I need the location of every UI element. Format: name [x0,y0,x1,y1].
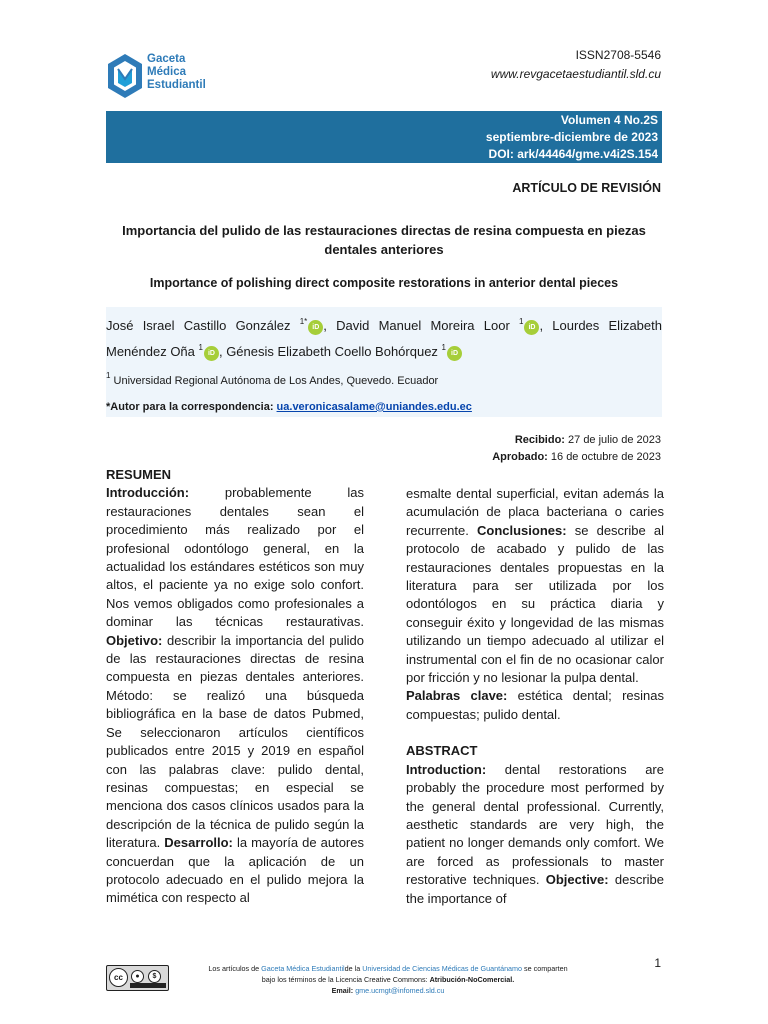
orcid-icon[interactable]: iD [524,320,539,335]
doi[interactable]: DOI: ark/44464/gme.v4i2S.154 [488,147,658,161]
keywords-label: Palabras clave: [406,688,508,704]
footer-text: Los artículos de [208,964,262,973]
journal-header-info [491,46,661,84]
abstract-column-right [406,485,664,908]
footer-license [188,963,588,996]
affiliation-text: Universidad Regional Autónoma de Los Andes, Quevedo. Ecuador [110,375,439,387]
resumen-intro-text: probablemente las restauraciones dentales sean el procedimiento más realizado por el profesional odontólogo general, en la actualidad los estándares estéticos son muy altos, el paciente ya no exige solo confort. Nos vemos obligados como profesionales a dominar las técnicas restaurativas. [106,485,364,630]
resumen-conclusions-label: Conclusiones: [477,522,567,538]
abstract-column-left [106,466,364,908]
abstract-paragraph [406,761,664,908]
author-affiliation-mark: 1 [441,343,446,352]
cc-by-icon: ● [131,970,144,983]
footer-text: de la [344,964,363,973]
footer-license-name: Atribución-NoComercial. [429,975,515,984]
logo-line-2: Médica [147,66,186,78]
orcid-icon[interactable]: iD [204,346,219,361]
issn: ISSN2708-5546 [575,48,661,62]
keywords [406,687,664,724]
resumen-objective-label: Objetivo: [106,632,163,648]
page-number: 1 [654,956,661,970]
resumen-paragraph [106,484,364,907]
footer-university-link[interactable]: Universidad de Ciencias Médicas de Guantánamo [362,964,523,973]
volume-period: septiembre-diciembre de 2023 [485,130,658,144]
correspondence-label: *Autor para la correspondencia: [106,401,277,413]
author-list [106,311,662,363]
logo-line-1: Gaceta [147,53,186,65]
affiliation [106,371,438,387]
resumen-continuation [406,485,664,687]
footer-journal-link[interactable]: Gaceta Médica Estudiantil [261,964,345,973]
approved-date [492,449,661,466]
article-dates [492,432,661,466]
journal-logo [106,52,246,104]
footer-email-link[interactable]: gme.ucmgt@infomed.sld.cu [355,986,445,995]
correspondence-email-link[interactable]: ua.veronicasalame@uniandes.edu.ec [276,401,472,413]
resumen-conclusions-text: se describe al protocolo de acabado y pulido de las restauraciones dentales propuestas en la literatura para ser utilizada por los odontólogos en su práctica diaria y conseguir éxito y longevidad de las mismas utilizando un tiempo adecuado al utilizar el instrumental con el fin de no ocasionar calor por fricción y no lesionar la pulpa dental. [406,522,664,686]
keywords-text: estética dental; resinas compuestas; pulido dental. [406,688,664,722]
author-name: José Israel Castillo González [106,318,300,333]
author-affiliation-mark: 1* [299,317,308,326]
correspondence [106,401,472,413]
volume-number: Volumen 4 No.2S [560,113,658,127]
approved-label: Aprobado: [492,451,548,463]
abstract-intro-label: Introduction: [406,761,487,777]
abstract-heading: ABSTRACT [406,743,478,759]
article-type: ARTÍCULO DE REVISIÓN [512,181,661,195]
footer-text: bajo los términos de la Licencia Creative Commons: [261,975,430,984]
orcid-icon[interactable]: iD [308,320,323,335]
resumen-heading: RESUMEN [106,467,172,482]
received-label: Recibido: [514,434,565,446]
journal-logo-text [147,53,206,92]
title-english: Importance of polishing direct composite restorations in anterior dental pieces [149,276,619,290]
affiliation-mark: 1 [106,371,111,380]
abstract-intro-text: dental restorations are probably the procedure most performed by the general dental professional. Currently, aesthetic standards are very high, the patient no longer demands only comfort. We are forced as professionals to master restorative techniques. [406,761,664,888]
abstract-objective-text: describe the importance of [406,872,665,906]
creative-commons-icon[interactable] [106,965,169,991]
cc-nc-icon: $ [148,970,161,983]
author-name: , Génesis Elizabeth Coello Bohórquez [218,344,442,359]
author-name: , David Manuel Moreira Loor [323,318,519,333]
title-spanish: Importancia del pulido de las restauraciones directas de resina compuesta en piezas dentales anteriores [122,223,646,257]
resumen-development-label: Desarrollo: [164,835,233,851]
cc-label-bar [130,983,166,988]
resumen-objective-text: describir la importancia del pulido de las restauraciones directas de resina compuesta en piezas dentales anteriores. Método: se realizó una búsqueda bibliográfica en la base de datos Pubmed, Se seleccionaron artículos científicos publicados entre 2015 y 2019 en español con las palabras clave: pulido dental, resinas compuestas; en especial se menciona dos casos clínicos usados para la descripción de la técnica de pulido según la literatura. [106,632,364,851]
orcid-icon[interactable]: iD [447,346,462,361]
journal-logo-icon [106,52,144,100]
footer-text: se comparten [522,964,568,973]
footer-email-label: Email: [331,986,356,995]
author-name: , Lourdes Elizabeth Menéndez Oña [106,318,662,359]
received-date [492,432,661,449]
cc-mark: cc [109,968,128,987]
author-affiliation-mark: 1 [198,343,203,352]
volume-bar [106,111,662,163]
journal-url[interactable]: www.revgacetaestudiantil.sld.cu [490,67,661,81]
resumen-intro-label: Introducción: [106,485,190,501]
author-affiliation-mark: 1 [519,317,524,326]
logo-line-3: Estudiantil [147,79,206,91]
approved-value: 16 de octubre de 2023 [547,451,661,463]
resumen-continued-text: esmalte dental superficial, evitan además la acumulación de placa bacteriana o caries recurrente. [406,486,664,538]
abstract-objective-label: Objective: [545,872,609,888]
received-value: 27 de julio de 2023 [564,434,661,446]
resumen-development-text: la mayoría de autores concuerdan que la aplicación de un protocolo adecuado en el pulido mejora la mimética con respecto al [106,835,364,906]
